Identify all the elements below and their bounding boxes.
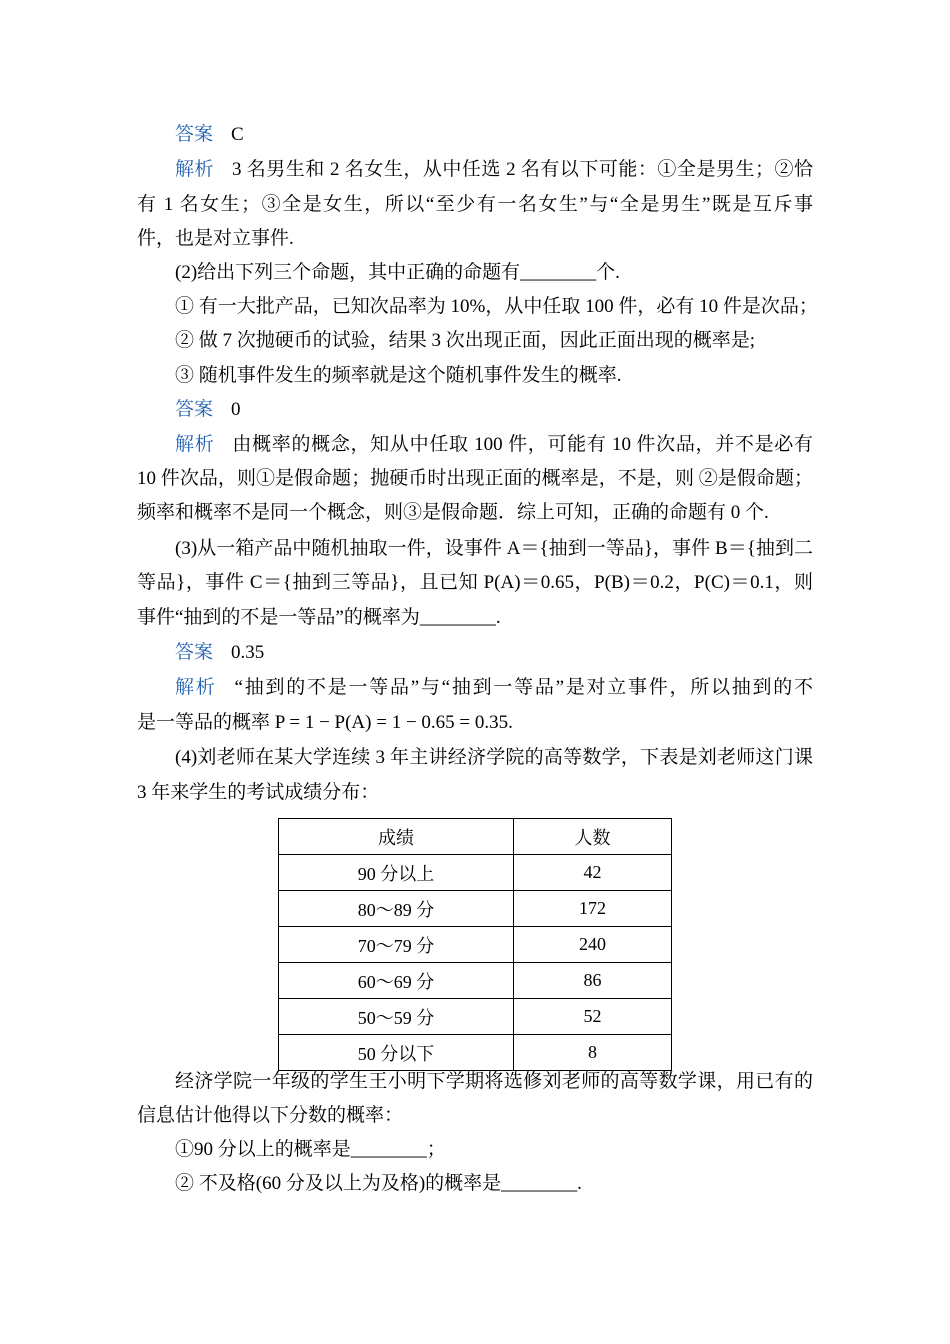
count-cell: 42	[514, 855, 672, 891]
q3-stem-line-3: 事件“抽到的不是一等品”的概率为________.	[137, 607, 501, 628]
table-row	[279, 999, 672, 1035]
analysis-label: 解析	[175, 677, 217, 698]
table-row	[279, 1035, 672, 1071]
q3-answer-line	[175, 638, 813, 668]
q2-analysis-line-2: 10 件次品，则①是假命题；抛硬币时出现正面的概率是，不是，则 ②是假命题；	[137, 468, 813, 489]
analysis-label: 解析	[175, 434, 215, 455]
q4-stem-line-1: (4)刘老师在某大学连续 3 年主讲经济学院的高等数学，下表是刘老师这门课	[175, 747, 813, 768]
q4-stem-line-2: 3 年来学生的考试成绩分布：	[137, 782, 380, 803]
score-distribution-table	[278, 818, 672, 1071]
score-cell: 60～69 分	[279, 963, 514, 999]
table-header-row	[279, 819, 672, 855]
score-cell: 50 分以下	[279, 1035, 514, 1071]
answer-label: 答案	[175, 642, 214, 663]
q2-answer-line	[175, 395, 813, 425]
q3-analysis-line-1	[175, 673, 813, 703]
answer-label: 答案	[175, 399, 214, 420]
q3-answer-value: 0.35	[231, 642, 265, 663]
q2-answer-value: 0	[231, 399, 241, 420]
header-score: 成绩	[279, 819, 514, 855]
q3-stem-line-2: 等品}，事件 C＝{抽到三等品}，且已知 P(A)＝0.65，P(B)＝0.2，P(C)＝0.1，则	[137, 572, 813, 593]
q2-item-1: ① 有一大批产品，已知次品率为 10%，从中任取 100 件，必有 10 件是次品；	[175, 296, 818, 317]
q4-item-2: ② 不及格(60 分及以上为及格)的概率是________.	[175, 1173, 582, 1194]
score-cell: 50～59 分	[279, 999, 514, 1035]
q2-analysis-text-1: 由概率的概念，知从中任取 100 件，可能有 10 件次品，并不是必有	[232, 434, 813, 455]
q2-item-2: ② 做 7 次抛硬币的试验，结果 3 次出现正面，因此正面出现的概率是;	[175, 330, 756, 351]
q1-analysis-line-2: 有 1 名女生；③全是女生，所以“至少有一名女生”与“全是男生”既是互斥事	[137, 194, 813, 215]
q4-item-1: ①90 分以上的概率是________；	[175, 1139, 446, 1160]
count-cell: 172	[514, 891, 672, 927]
table-row	[279, 963, 672, 999]
count-cell: 86	[514, 963, 672, 999]
q3-analysis-text-1: “抽到的不是一等品”与“抽到一等品”是对立事件，所以抽到的不	[234, 677, 813, 698]
score-cell: 70～79 分	[279, 927, 514, 963]
q1-answer-value: C	[231, 124, 244, 145]
q3-analysis-line-2: 是一等品的概率 P = 1 − P(A) = 1 − 0.65 = 0.35.	[137, 712, 513, 733]
q3-stem-line-1: (3)从一箱产品中随机抽取一件，设事件 A＝{抽到一等品}，事件 B＝{抽到二	[175, 538, 813, 559]
score-cell: 80～89 分	[279, 891, 514, 927]
q1-analysis-line-3: 件，也是对立事件.	[137, 228, 294, 249]
q2-item-3: ③ 随机事件发生的频率就是这个随机事件发生的概率.	[175, 365, 622, 386]
table-row	[279, 855, 672, 891]
count-cell: 240	[514, 927, 672, 963]
table-row	[279, 891, 672, 927]
score-cell: 90 分以上	[279, 855, 514, 891]
analysis-label: 解析	[175, 159, 215, 180]
q4-follow-line-1: 经济学院一年级的学生王小明下学期将选修刘老师的高等数学课，用已有的	[175, 1071, 813, 1092]
count-cell: 8	[514, 1035, 672, 1071]
q1-answer-line	[175, 120, 813, 150]
q1-analysis-text-1: 3 名男生和 2 名女生，从中任选 2 名有以下可能：①全是男生；②恰	[232, 159, 813, 180]
header-count: 人数	[514, 819, 672, 855]
q1-analysis-line-1	[175, 155, 813, 185]
q2-analysis-line-3: 频率和概率不是同一个概念，则③是假命题．综上可知，正确的命题有 0 个.	[137, 502, 769, 523]
table-row	[279, 927, 672, 963]
count-cell: 52	[514, 999, 672, 1035]
answer-label: 答案	[175, 124, 214, 145]
q2-stem: (2)给出下列三个命题，其中正确的命题有________个.	[175, 262, 620, 283]
q4-follow-line-2: 信息估计他得以下分数的概率：	[137, 1105, 404, 1126]
q2-analysis-line-1	[175, 430, 813, 460]
